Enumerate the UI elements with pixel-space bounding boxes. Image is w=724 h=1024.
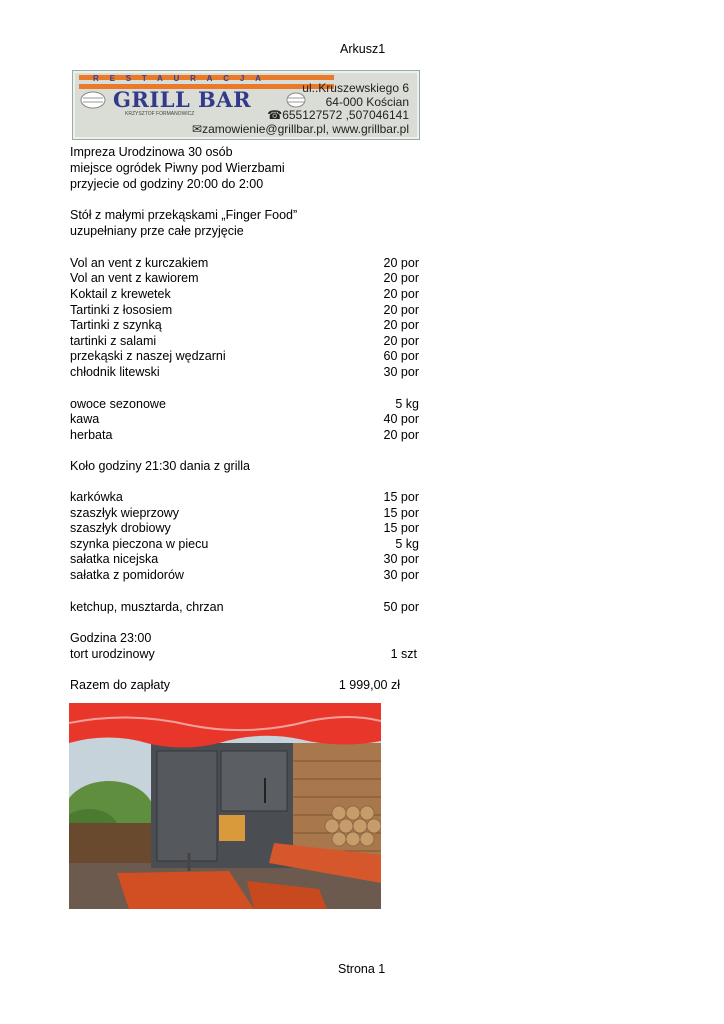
- event-location: miejsce ogródek Piwny pod Wierzbami: [70, 161, 285, 175]
- list-item-name: chłodnik litewski: [70, 365, 160, 379]
- logo-restauracja-text: RESTAURACJA: [93, 74, 272, 83]
- list-item-name: kawa: [70, 412, 100, 426]
- logo-brand-name: GRILL BAR: [113, 87, 252, 112]
- sauces-qty: 50 por: [383, 600, 419, 614]
- list-item-qty: 30 por: [383, 365, 419, 379]
- list-item-qty: 15 por: [383, 490, 419, 504]
- restaurant-logo-banner: [72, 70, 420, 140]
- event-title: Impreza Urodzinowa 30 osób: [70, 145, 233, 159]
- finger-food-note: uzupełniany prze całe przyjęcie: [70, 224, 244, 238]
- page-footer: Strona 1: [338, 962, 386, 976]
- list-item-qty: 20 por: [383, 428, 419, 442]
- event-time: przyjecie od godziny 20:00 do 2:00: [70, 177, 264, 191]
- logo-address-street: ul..Kruszewskiego 6: [302, 81, 409, 95]
- list-item-name: karkówka: [70, 490, 123, 504]
- logo-address-city: 64-000 Kościan: [325, 95, 409, 109]
- list-item-qty: 20 por: [383, 256, 419, 270]
- list-item-qty: 40 por: [383, 412, 419, 426]
- garden-smoker-image: [69, 703, 381, 909]
- list-item-qty: 30 por: [383, 552, 419, 566]
- logo-owner-name: KRZYSZTOF FORMANOWICZ: [125, 111, 195, 117]
- list-item-qty: 20 por: [383, 303, 419, 317]
- cake-heading: Godzina 23:00: [70, 631, 152, 645]
- sheet-title: Arkusz1: [340, 42, 386, 56]
- list-item-name: Tartinki z szynką: [70, 318, 162, 332]
- list-item-qty: 20 por: [383, 271, 419, 285]
- grill-heading: Koło godziny 21:30 dania z grilla: [70, 459, 250, 473]
- list-item-name: Vol an vent z kurczakiem: [70, 256, 209, 270]
- list-item-qty: 20 por: [383, 287, 419, 301]
- list-item-qty: 30 por: [383, 568, 419, 582]
- list-item-name: owoce sezonowe: [70, 397, 166, 411]
- grill-icon: [79, 87, 107, 113]
- logo-contact: [192, 122, 409, 136]
- list-item-name: szaszłyk drobiowy: [70, 521, 171, 535]
- cake-name: tort urodzinowy: [70, 647, 155, 661]
- list-item-qty: 15 por: [383, 521, 419, 535]
- list-item-qty: 20 por: [383, 318, 419, 332]
- envelope-icon: ✉: [192, 122, 203, 136]
- list-item-name: Koktail z krewetek: [70, 287, 171, 301]
- list-item-qty: 5 kg: [395, 397, 419, 411]
- list-item-name: szaszłyk wieprzowy: [70, 506, 180, 520]
- sauces-name: ketchup, musztarda, chrzan: [70, 600, 224, 614]
- logo-phone: ☎655127572 ,507046141: [267, 108, 409, 122]
- list-item-qty: 15 por: [383, 506, 419, 520]
- list-item-qty: 5 kg: [395, 537, 419, 551]
- total-value: 1 999,00 zł: [338, 678, 400, 692]
- cake-qty: 1 szt: [390, 647, 417, 661]
- list-item-name: przekąski z naszej wędzarni: [70, 349, 226, 363]
- list-item-name: tartinki z salami: [70, 334, 157, 348]
- list-item-name: szynka pieczona w piecu: [70, 537, 209, 551]
- list-item-name: Tartinki z łososiem: [70, 303, 173, 317]
- list-item-qty: 60 por: [383, 349, 419, 363]
- finger-food-heading: Stół z małymi przekąskami „Finger Food”: [70, 208, 298, 222]
- logo-contact-text: zamowienie@grillbar.pl, www.grillbar.pl: [202, 122, 409, 136]
- list-item-name: herbata: [70, 428, 113, 442]
- list-item-name: sałatka nicejska: [70, 552, 159, 566]
- list-item-qty: 20 por: [383, 334, 419, 348]
- beer-garden-photo: [69, 703, 381, 909]
- list-item-name: sałatka z pomidorów: [70, 568, 184, 582]
- list-item-name: Vol an vent z kawiorem: [70, 271, 199, 285]
- total-label: Razem do zapłaty: [70, 678, 171, 692]
